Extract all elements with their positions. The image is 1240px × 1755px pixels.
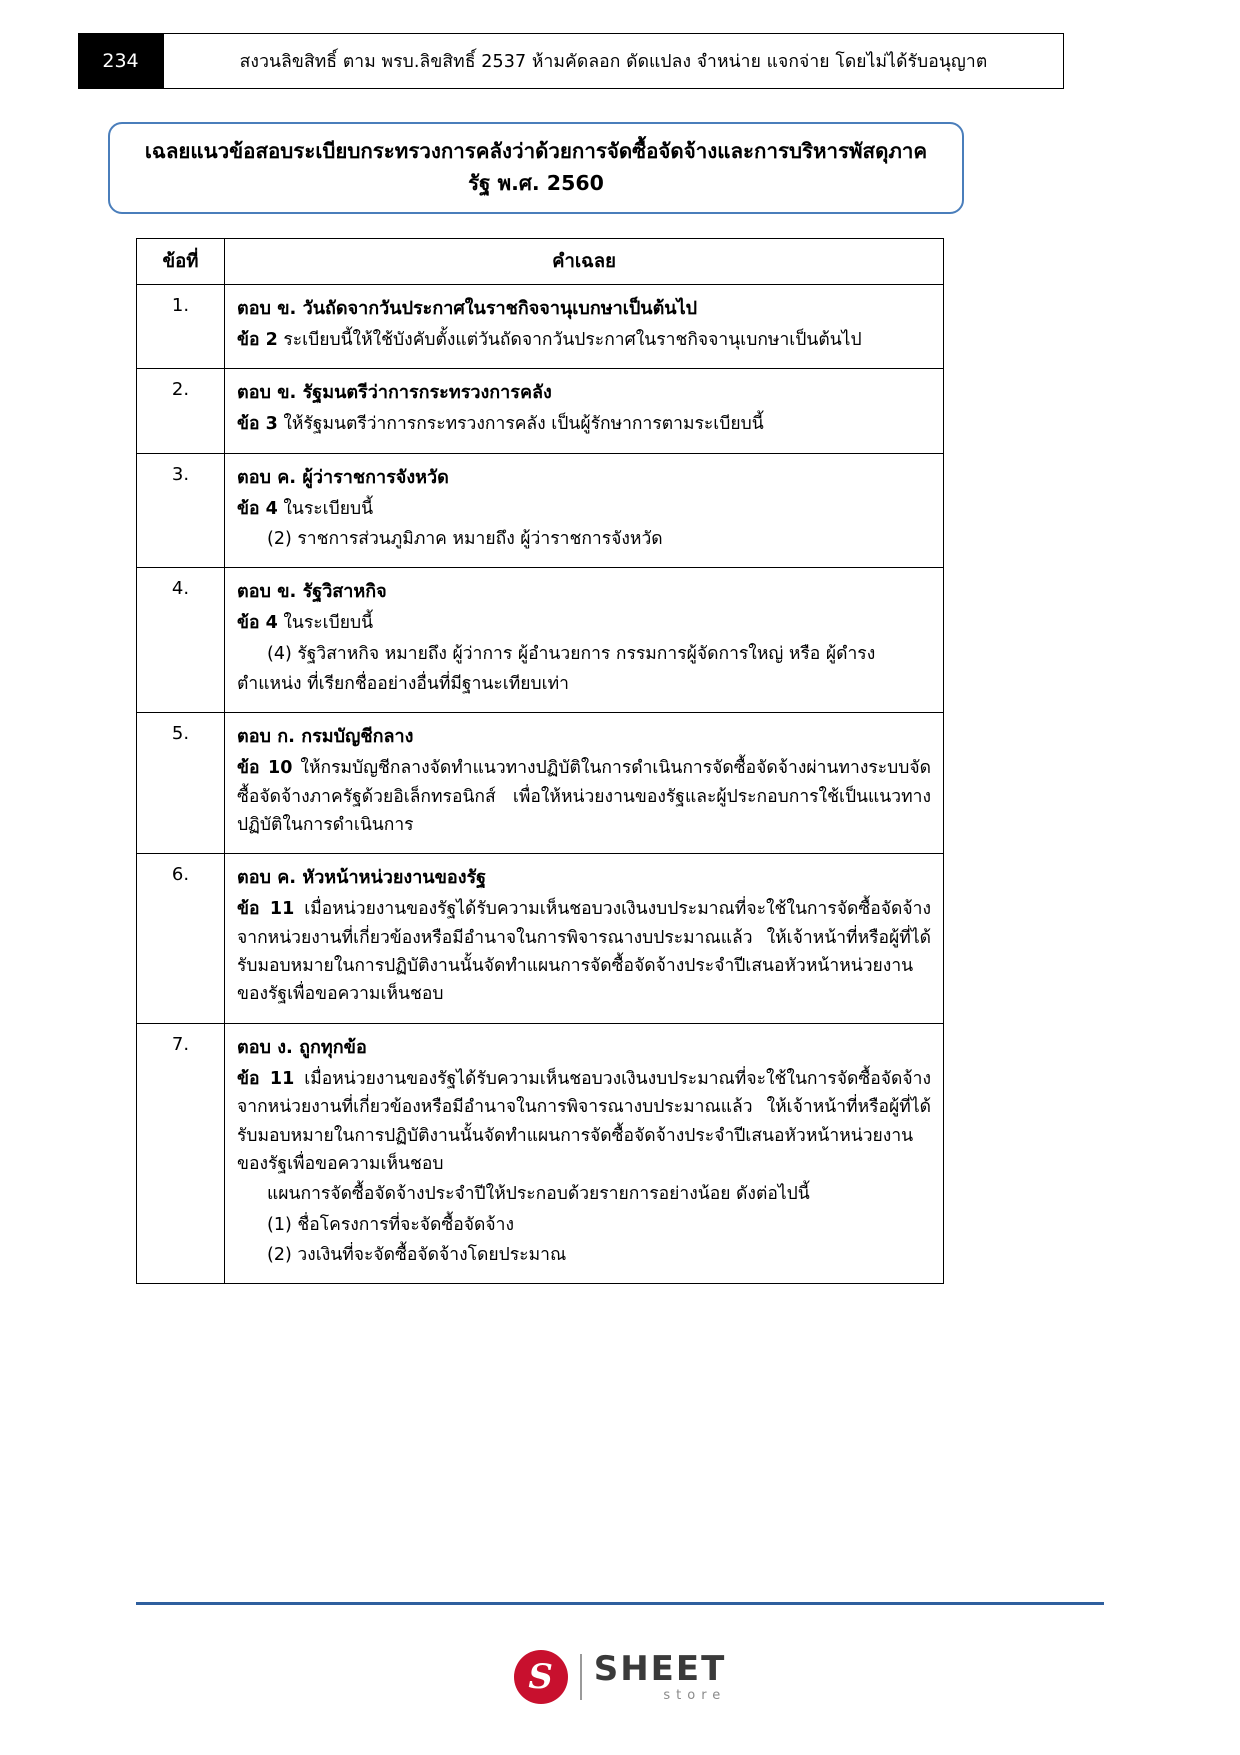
column-header-number: ข้อที่ [137, 239, 225, 285]
footer-logo [0, 1650, 1240, 1704]
row-answer-cell [225, 453, 944, 568]
reference-line [237, 1211, 931, 1239]
answer-choice: ตอบ ค. ผู้ว่าราชการจังหวัด [237, 466, 449, 488]
table-row [137, 713, 944, 854]
reference-line [237, 1180, 931, 1208]
row-number: 1. [137, 285, 225, 369]
row-number: 6. [137, 854, 225, 1023]
reference-line [237, 495, 931, 523]
page-title: เฉลยแนวข้อสอบระเบียบกระทรวงการคลังว่าด้วยการจัดซื้อจัดจ้างและการบริหารพัสดุภาครัฐ พ.ศ. 2560 [144, 139, 928, 195]
row-answer-cell [225, 285, 944, 369]
clause-number: ข้อ 11 [237, 1068, 295, 1089]
clause-number: ข้อ 3 [237, 414, 278, 435]
reference-line [237, 525, 931, 553]
reference-line [237, 1065, 931, 1178]
logo-title: SHEET [593, 1649, 727, 1689]
clause-number: ข้อ 4 [237, 613, 278, 634]
reference-line [237, 754, 931, 839]
row-answer-cell [225, 369, 944, 453]
footer-divider [136, 1602, 1104, 1605]
clause-text: ให้กรมบัญชีกลางจัดทำแนวทางปฏิบัติในการดำเนินการจัดซื้อจัดจ้างผ่านทางระบบจัดซื้อจัดจ้างภาครัฐด้วยอิเล็กทรอนิกส์ เพื่อให้หน่วยงานของรัฐและผู้ประกอบการใช้เป็นแนวทางปฏิบัติในการดำเนินการ [237, 758, 931, 836]
table-row [137, 453, 944, 568]
answer-choice: ตอบ ข. รัฐมนตรีว่าการกระทรวงการคลัง [237, 382, 552, 404]
reference-line [237, 410, 931, 438]
clause-text: เมื่อหน่วยงานของรัฐได้รับความเห็นชอบวงเงินงบประมาณที่จะใช้ในการจัดซื้อจัดจ้างจากหน่วยงานที่เกี่ยวข้องหรือมีอำนาจในการพิจารณางบประมาณแล้ว ให้เจ้าหน้าที่หรือผู้ที่ได้รับมอบหมายในการปฏิบัติงานนั้นจัดทำแผนการจัดซื้อจัดจ้างประจำปีเสนอหัวหน้าหน่วยงานของรัฐเพื่อขอความเห็นชอบ [237, 1068, 931, 1174]
copyright-notice: สงวนลิขสิทธิ์ ตาม พรบ.ลิขสิทธิ์ 2537 ห้ามคัดลอก ดัดแปลง จำหน่าย แจกจ่าย โดยไม่ได้รับอนุญาต [163, 33, 1064, 89]
table-row [137, 1023, 944, 1283]
clause-text: แผนการจัดซื้อจัดจ้างประจำปีให้ประกอบด้วยรายการอย่างน้อย ดังต่อไปนี้ [267, 1184, 810, 1205]
clause-number: ข้อ 2 [237, 330, 278, 350]
row-number: 4. [137, 568, 225, 713]
document-title-box [108, 122, 964, 214]
clause-text: ระเบียบนี้ให้ใช้บังคับตั้งแต่วันถัดจากวันประกาศในราชกิจจานุเบกษาเป็นต้นไป [283, 330, 862, 350]
row-number: 7. [137, 1023, 225, 1283]
clause-text: (2) ราชการส่วนภูมิภาค หมายถึง ผู้ว่าราชการจังหวัด [267, 529, 663, 550]
logo-subtitle: store [663, 1688, 727, 1703]
reference-line [237, 326, 931, 354]
table-row [137, 285, 944, 369]
page-number: 234 [78, 33, 163, 89]
page-header [0, 33, 1240, 89]
row-number: 2. [137, 369, 225, 453]
table-header-row [137, 239, 944, 285]
answer-choice: ตอบ ก. กรมบัญชีกลาง [237, 726, 414, 748]
clause-text: ให้รัฐมนตรีว่าการกระทรวงการคลัง เป็นผู้รักษาการตามระเบียบนี้ [283, 414, 764, 435]
row-number: 3. [137, 453, 225, 568]
reference-line [237, 670, 931, 698]
clause-number: ข้อ 10 [237, 758, 293, 779]
logo-wordmark [593, 1649, 727, 1703]
row-answer-cell [225, 568, 944, 713]
row-answer-cell [225, 1023, 944, 1283]
answer-choice: ตอบ ข. รัฐวิสาหกิจ [237, 581, 387, 603]
clause-text: ตำแหน่ง ที่เรียกชื่ออย่างอื่นที่มีฐานะเทียบเท่า [237, 674, 569, 695]
clause-text: (1) ชื่อโครงการที่จะจัดซื้อจัดจ้าง [267, 1214, 515, 1235]
row-answer-cell [225, 854, 944, 1023]
row-number: 5. [137, 713, 225, 854]
clause-text: (2) วงเงินที่จะจัดซื้อจัดจ้างโดยประมาณ [267, 1244, 567, 1265]
row-answer-cell [225, 713, 944, 854]
reference-line [237, 1241, 931, 1269]
table-row [137, 369, 944, 453]
answer-table [136, 238, 944, 1284]
reference-line [237, 640, 931, 668]
column-header-answer: คำเฉลย [225, 239, 944, 285]
reference-line [237, 609, 931, 637]
table-row [137, 568, 944, 713]
clause-text: (4) รัฐวิสาหกิจ หมายถึง ผู้ว่าการ ผู้อำนวยการ กรรมการผู้จัดการใหญ่ หรือ ผู้ดำรง [267, 643, 876, 664]
answer-choice: ตอบ ข. วันถัดจากวันประกาศในราชกิจจานุเบกษาเป็นต้นไป [237, 298, 698, 319]
clause-text: เมื่อหน่วยงานของรัฐได้รับความเห็นชอบวงเงินงบประมาณที่จะใช้ในการจัดซื้อจัดจ้างจากหน่วยงานที่เกี่ยวข้องหรือมีอำนาจในการพิจารณางบประมาณแล้ว ให้เจ้าหน้าที่หรือผู้ที่ได้รับมอบหมายในการปฏิบัติงานนั้นจัดทำแผนการจัดซื้อจัดจ้างประจำปีเสนอหัวหน้าหน่วยงานของรัฐเพื่อขอความเห็นชอบ [237, 899, 931, 1005]
clause-number: ข้อ 4 [237, 498, 278, 519]
logo-divider [580, 1654, 582, 1700]
clause-number: ข้อ 11 [237, 899, 295, 920]
clause-text: ในระเบียบนี้ [283, 613, 374, 634]
answer-choice: ตอบ ค. หัวหน้าหน่วยงานของรัฐ [237, 867, 487, 889]
reference-line [237, 895, 931, 1008]
sheet-store-logo-icon: S [514, 1650, 568, 1704]
answer-choice: ตอบ ง. ถูกทุกข้อ [237, 1036, 367, 1058]
table-row [137, 854, 944, 1023]
clause-text: ในระเบียบนี้ [283, 498, 374, 519]
